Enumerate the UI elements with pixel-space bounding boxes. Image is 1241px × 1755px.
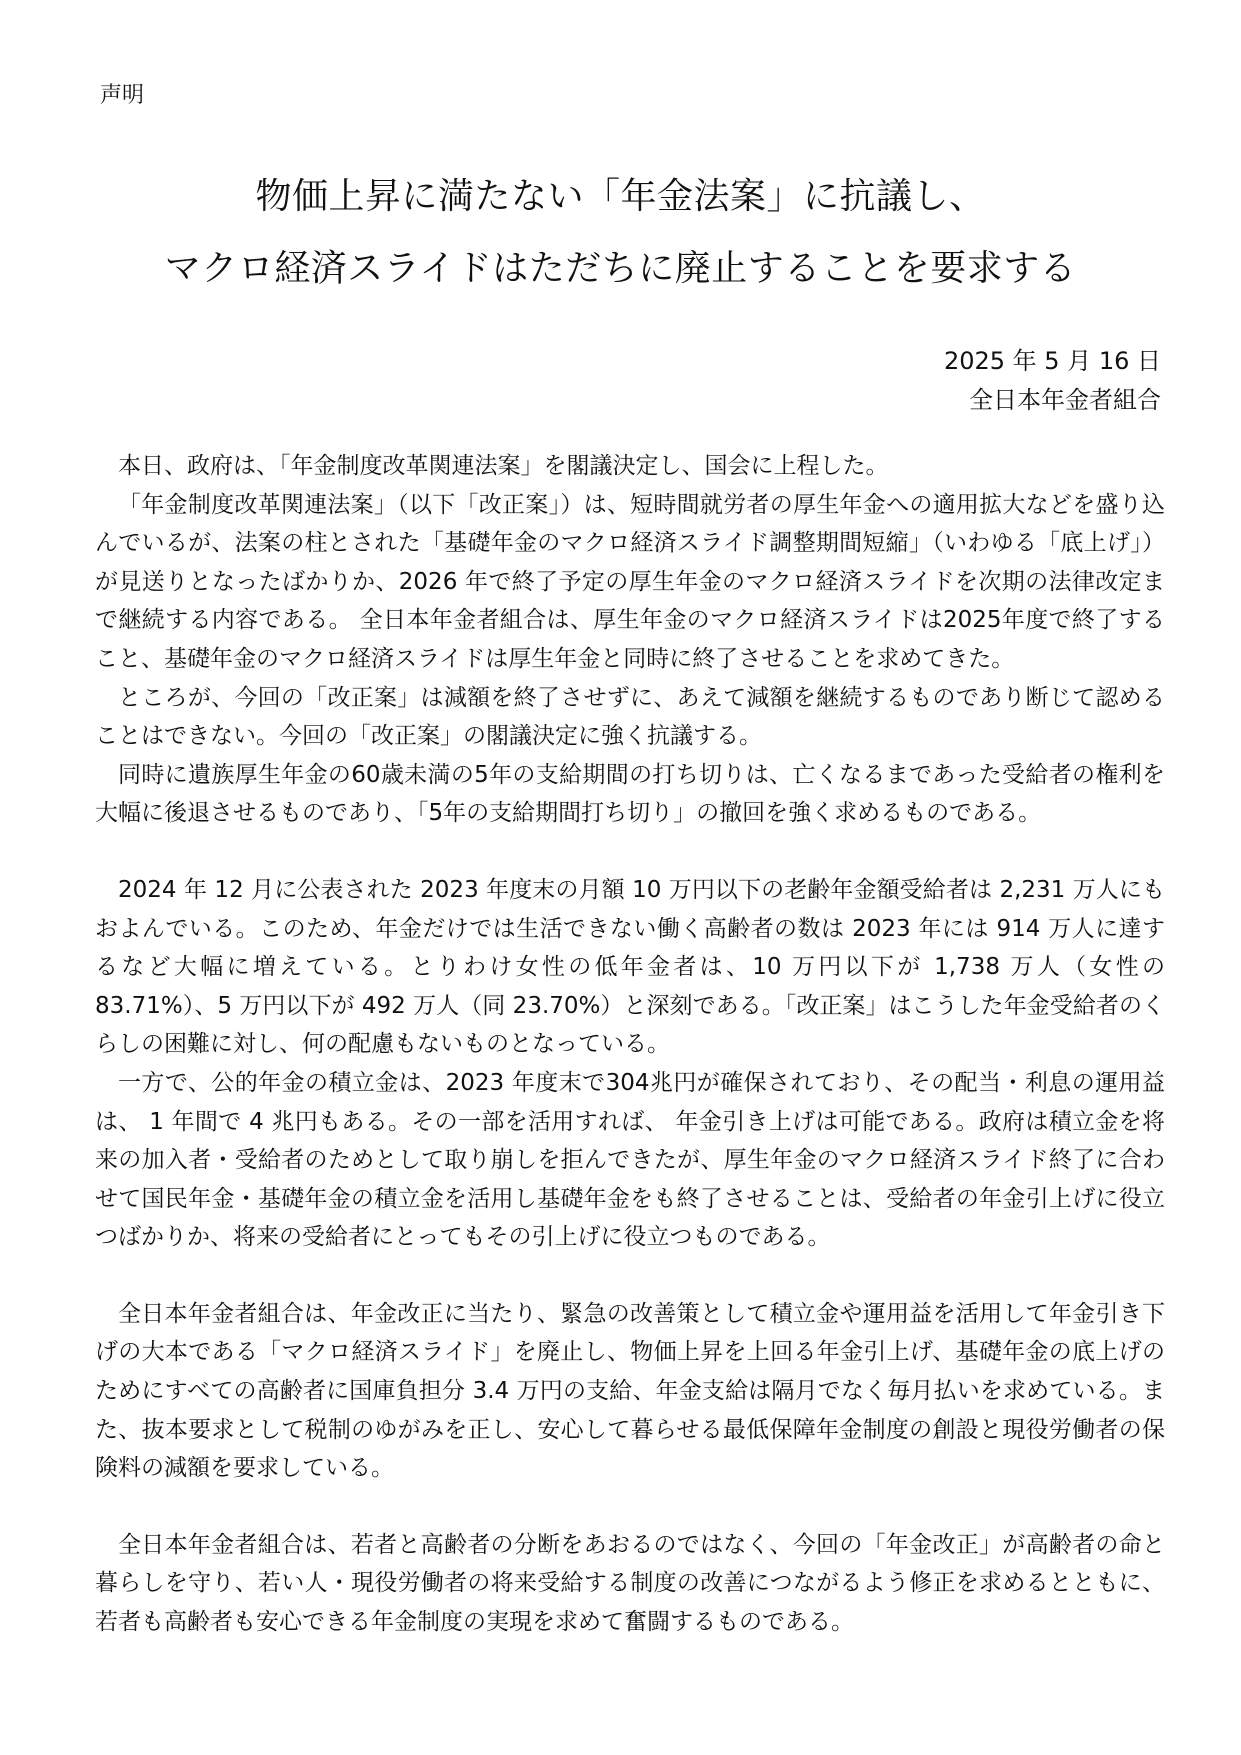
paragraph-3: ところが、今回の「改正案」は減額を終了させずに、あえて減額を継続するものであり断じて認めることはできない。今回の「改正案」の閣議決定に強く抗議する。 [95,684,1165,750]
paragraph-5: 2024 年 12 月に公表された 2023 年度末の月額 10 万円以下の老齢年金額受給者は 2,231 万人にもおよんでいる。このため、年金だけでは生活できない働く高齢者の数は 2023 年には 914 万人に達するなど大幅に増えている。とりわけ女性の低年金者は、10 万円以下が 1,738 万人（女性の 83.71%）、5 万円以下が 492 万人（同 23.70%）と深刻である。「改正案」はこうした年金受給者のくらしの困難に対し、何の配慮もないものとなっている。 [95,876,1165,1058]
paragraph-gap [95,833,1165,871]
paragraph-7: 全日本年金者組合は、年金改正に当たり、緊急の改善策として積立金や運用益を活用して年金引き下げの大本である「マクロ経済スライド」を廃止し、物価上昇を上回る年金引上げ、基礎年金の底上げのためにすべての高齢者に国庫負担分 3.4 万円の支給、年金支給は隔月でなく毎月払いを求めている。また、抜本要求として税制のゆがみを正し、安心して暮らせる最低保障年金制度の創設と現役労働者の保険料の減額を要求している。 [95,1300,1165,1482]
paragraph-2: 「年金制度改革関連法案」（以下「改正案」）は、短時間就労者の厚生年金への適用拡大などを盛り込んでいるが、法案の柱とされた「基礎年金のマクロ経済スライド調整期間短縮」（いわゆる「底上げ」）が見送りとなったばかりか、2026 年で終了予定の厚生年金のマクロ経済スライドを次期の法律改定まで継続する内容である。 全日本年金者組合は、厚生年金のマクロ経済スライドは2025年度で終了すること、基礎年金のマクロ経済スライドは厚生年金と同時に終了させることを求めてきた。 [95,491,1165,672]
paragraph-8: 全日本年金者組合は、若者と高齢者の分断をあおるのではなく、今回の「年金改正」が高齢者の命と暮らしを守り、若い人・現役労働者の将来受給する制度の改善につながるよう修正を求めるとともに、若者も高齢者も安心できる年金制度の実現を求めて奮闘するものである。 [95,1531,1165,1636]
statement-date: 2025 年 5 月 16 日 [943,347,1161,375]
document-type-label: 声明 [100,83,145,108]
statement-body [95,447,1165,1642]
issuing-organization: 全日本年金者組合 [969,386,1161,414]
paragraph-4: 同時に遺族厚生年金の60歳未満の5年の支給期間の打ち切りは、亡くなるまであった受給者の権利を大幅に後退させるものであり、「5年の支給期間打ち切り」の撤回を強く求めるものである。 [95,761,1165,827]
paragraph-6: 一方で、公的年金の積立金は、2023 年度末で304兆円が確保されており、その配当・利息の運用益は、 1 年間で 4 兆円もある。その一部を活用すれば、 年金引き上げは可能である。政府は積立金を将来の加入者・受給者のためとして取り崩しを拒んできたが、厚生年金のマクロ経済スライド終了に合わせて国民年金・基礎年金の積立金を活用し基礎年金をも終了させることは、受給者の年金引上げに役立つばかりか、将来の受給者にとってもその引上げに役立つものである。 [95,1069,1165,1251]
title-line-1: 物価上昇に満たない「年金法案」に抗議し、 [255,176,986,217]
paragraph-gap [95,1488,1165,1526]
title-line-2: マクロ経済スライドはただちに廃止することを要求する [164,248,1077,289]
paragraph-1: 本日、政府は、「年金制度改革関連法案」を閣議決定し、国会に上程した。 [118,453,889,479]
paragraph-gap [95,1257,1165,1295]
